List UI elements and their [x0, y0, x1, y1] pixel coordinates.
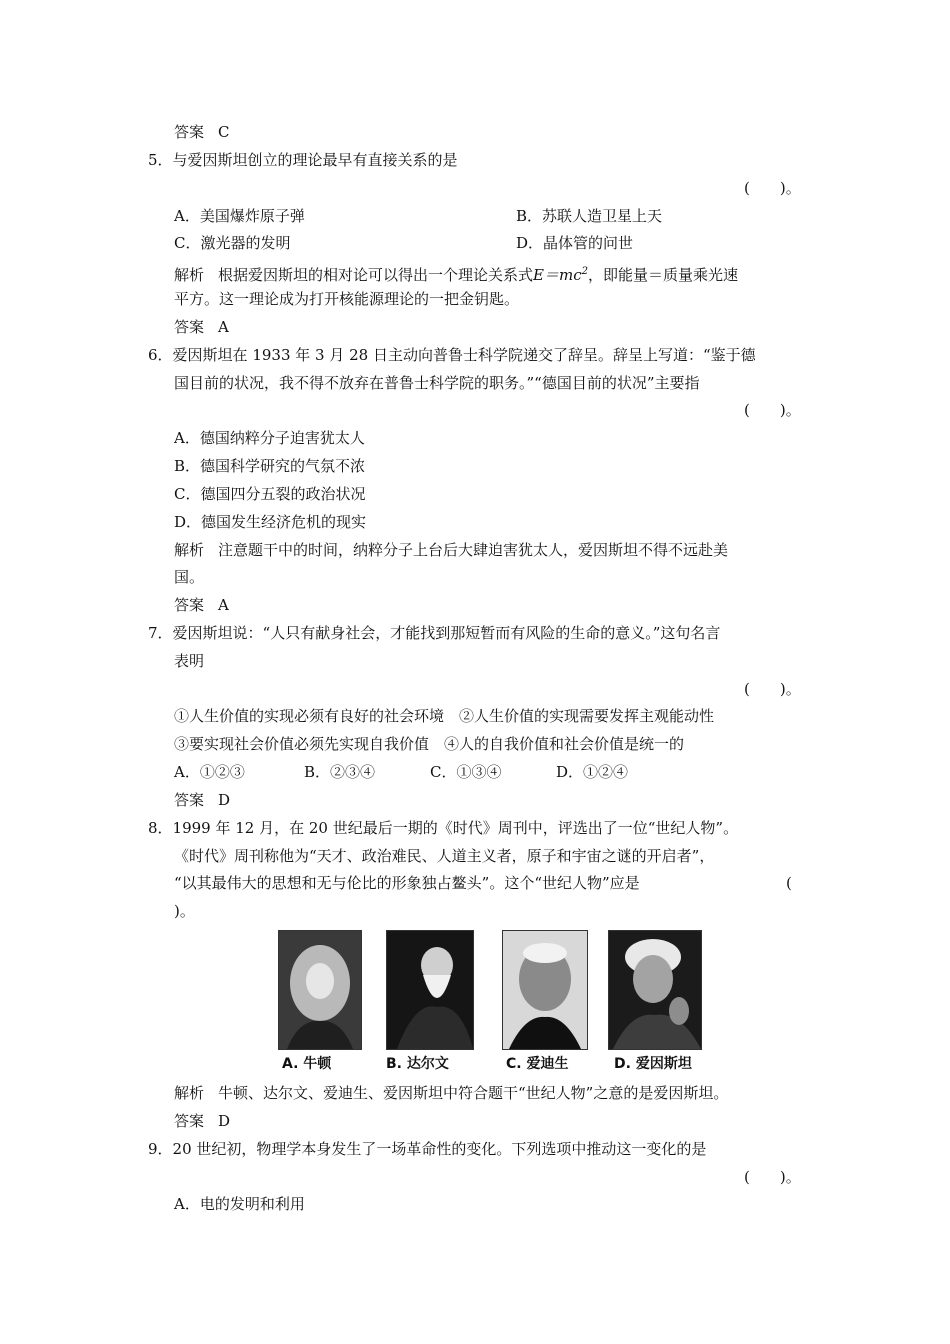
formula-exponent: 2 [581, 266, 588, 277]
caption-newton: A. 牛顿 [282, 1056, 332, 1072]
answer-value: D [218, 791, 231, 809]
portrait-darwin [386, 930, 474, 1050]
analysis-label: 解析 [174, 541, 205, 559]
q7-answer [174, 790, 230, 810]
edison-image [503, 931, 587, 1049]
q5-analysis-line-2: 平方。这一理论成为打开核能源理论的一把金钥匙。 [174, 290, 520, 308]
caption-einstein: D. 爱因斯坦 [614, 1056, 692, 1072]
q7-statements-line-1: ①人生价值的实现必须有良好的社会环境 ②人生价值的实现需要发挥主观能动性 [174, 707, 715, 725]
q6-stem-line-2: 国目前的状况，我不得不放弃在普鲁士科学院的职务。”“德国目前的状况”主要指 [174, 374, 700, 392]
q8-stem-line-3: “以其最伟大的思想和无与伦比的形象独占鳌头”。这个“世纪人物”应是 [174, 874, 640, 892]
q7-statements-line-2: ③要实现社会价值必须先实现自我价值 ④人的自我价值和社会价值是统一的 [174, 735, 685, 753]
q8-bracket-open: ( [786, 874, 792, 892]
answer-label: 答案 [174, 123, 205, 141]
q5-stem [148, 150, 458, 170]
question-text: 爱因斯坦在 1933 年 3 月 28 日主动向普鲁士科学院递交了辞呈。辞呈上写道：“鉴于德 [172, 346, 756, 364]
q6-option-c: C．德国四分五裂的政治状况 [174, 485, 366, 503]
q9-stem [148, 1139, 706, 1159]
q7-option-d: D．①②④ [556, 763, 629, 781]
q6-bracket: ( )。 [744, 401, 801, 419]
q8-answer [174, 1111, 230, 1131]
q9-option-a: A．电的发明和利用 [174, 1195, 305, 1213]
q5-option-a: A．美国爆炸原子弹 [174, 207, 305, 225]
question-text: 20 世纪初，物理学本身发生了一场革命性的变化。下列选项中推动这一变化的是 [172, 1140, 707, 1158]
question-number: 8． [148, 819, 173, 837]
q7-stem-line-2: 表明 [174, 652, 205, 670]
q6-analysis-line-1 [174, 540, 728, 560]
question-text: 1999 年 12 月，在 20 世纪最后一期的《时代》周刊中，评选出了一位“世纪人物”。 [172, 819, 739, 837]
analysis-label: 解析 [174, 1084, 205, 1102]
answer-label: 答案 [174, 1112, 205, 1130]
q8-stem-line-1 [148, 818, 738, 838]
answer-label: 答案 [174, 791, 205, 809]
answer-label: 答案 [174, 596, 205, 614]
answer-value: C [218, 123, 230, 141]
q7-stem-line-1 [148, 623, 720, 643]
formula-base: E＝mc [533, 266, 582, 284]
analysis-text: 牛顿、达尔文、爱迪生、爱因斯坦中符合题干“世纪人物”之意的是爱因斯坦。 [218, 1084, 729, 1102]
q5-option-b: B．苏联人造卫星上天 [516, 207, 663, 225]
answer-value: A [218, 318, 229, 336]
q7-option-c: C．①③④ [430, 763, 502, 781]
question-text: 与爱因斯坦创立的理论最早有直接关系的是 [172, 151, 458, 169]
q5-option-d: D．晶体管的问世 [516, 234, 634, 252]
q6-analysis-line-2: 国。 [174, 568, 205, 586]
q7-bracket: ( )。 [744, 680, 801, 698]
question-number: 7． [148, 624, 173, 642]
q8-analysis [174, 1083, 728, 1103]
q7-option-b: B．②③④ [304, 763, 376, 781]
q8-stem-line-2: 《时代》周刊称他为“天才、政治难民、人道主义者，原子和宇宙之谜的开启者”， [174, 847, 715, 865]
analysis-text: 注意题干中的时间，纳粹分子上台后大肆迫害犹太人，爱因斯坦不得不远赴美 [218, 541, 729, 559]
q9-bracket: ( )。 [744, 1168, 801, 1186]
newton-image [279, 931, 361, 1049]
caption-darwin: B. 达尔文 [386, 1056, 449, 1072]
answer-value: A [218, 596, 229, 614]
analysis-text: ，即能量＝质量乘光速 [587, 266, 738, 284]
q5-option-c: C．激光器的发明 [174, 234, 291, 252]
q5-bracket: ( )。 [744, 179, 801, 197]
analysis-label: 解析 [174, 266, 205, 284]
question-number: 9． [148, 1140, 173, 1158]
q7-option-a: A．①②③ [174, 763, 245, 781]
darwin-image [387, 931, 473, 1049]
q6-stem-line-1 [148, 345, 756, 365]
q6-option-a: A．德国纳粹分子迫害犹太人 [174, 429, 365, 447]
question-number: 5． [148, 151, 173, 169]
analysis-text: 根据爱因斯坦的相对论可以得出一个理论关系式 [218, 266, 534, 284]
q8-bracket-close: )。 [174, 902, 195, 920]
q6-option-b: B．德国科学研究的气氛不浓 [174, 457, 366, 475]
portrait-figure [270, 930, 720, 1075]
q6-answer [174, 595, 229, 615]
q4-answer [174, 122, 230, 142]
q5-answer [174, 317, 229, 337]
answer-label: 答案 [174, 318, 205, 336]
answer-value: D [218, 1112, 231, 1130]
q6-option-d: D．德国发生经济危机的现实 [174, 513, 367, 531]
portrait-newton [278, 930, 362, 1050]
caption-edison: C. 爱迪生 [506, 1056, 569, 1072]
portrait-einstein [608, 930, 702, 1050]
formula [533, 266, 588, 284]
q5-analysis-line-1 [174, 262, 738, 285]
question-text: 爱因斯坦说：“人只有献身社会，才能找到那短暂而有风险的生命的意义。”这句名言 [172, 624, 721, 642]
portrait-edison [502, 930, 588, 1050]
question-number: 6． [148, 346, 173, 364]
einstein-image [609, 931, 701, 1049]
